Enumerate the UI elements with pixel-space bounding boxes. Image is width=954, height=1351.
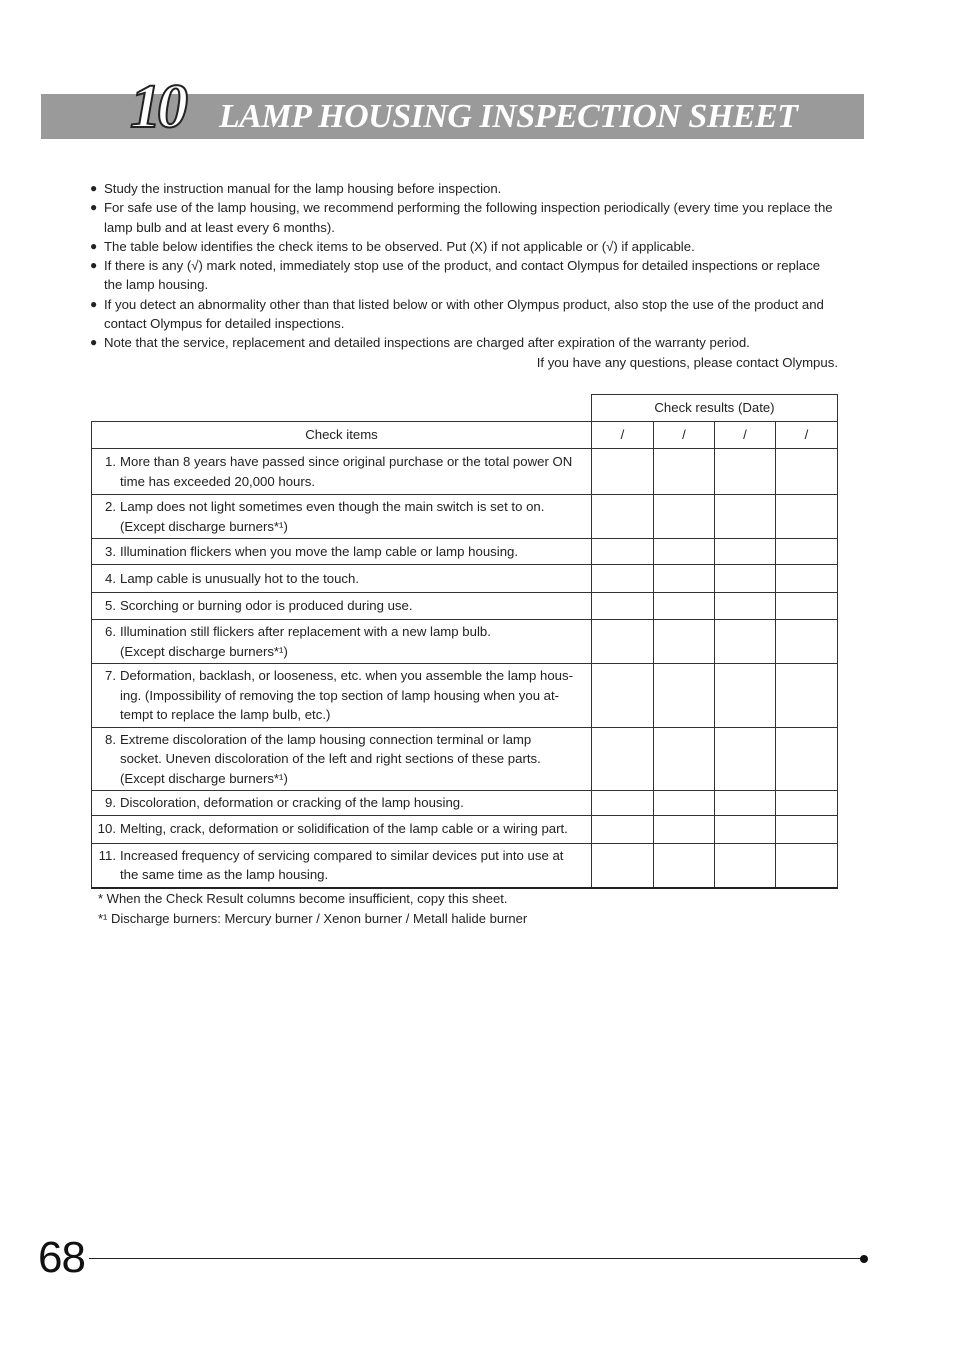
result-cell[interactable]: [776, 664, 838, 728]
result-cell[interactable]: [654, 449, 715, 495]
result-cell[interactable]: [715, 593, 776, 620]
check-item: [92, 664, 592, 728]
bullet-icon: ●: [90, 258, 98, 273]
footnotes: [98, 889, 527, 929]
check-item-text: socket. Uneven discoloration of the left and right sections of these parts.: [120, 751, 541, 766]
check-item-text: Discoloration, deformation or cracking of the lamp housing.: [120, 795, 464, 810]
table-row: [92, 565, 838, 593]
check-item-number: 2.: [105, 499, 116, 514]
check-item: [92, 449, 592, 495]
result-cell[interactable]: [776, 843, 838, 888]
check-item: [92, 495, 592, 539]
result-cell[interactable]: [592, 843, 654, 888]
result-cell[interactable]: [715, 620, 776, 664]
table-row: [92, 815, 838, 843]
check-item-text: Deformation, backlash, or looseness, etc. when you assemble the lamp hous-: [120, 668, 574, 683]
note-item: ● If there is any (√) mark noted, immediately stop use of the product, and contact Olympus for detailed inspections or replace the lamp housing.: [90, 258, 821, 293]
page-number: 68: [38, 1233, 85, 1282]
bullet-icon: ●: [90, 296, 98, 311]
result-cell[interactable]: [654, 791, 715, 816]
note-item: ● If you detect an abnormality other than that listed below or with other Olympus product, also stop the use of the product and contact Olympus for detailed inspections.: [90, 296, 824, 332]
result-cell[interactable]: [715, 539, 776, 565]
check-item-number: 4.: [105, 570, 116, 586]
result-cell[interactable]: [715, 843, 776, 888]
result-cell[interactable]: [776, 565, 838, 593]
check-item-text: (Except discharge burners*¹): [120, 770, 288, 786]
table-row: [92, 593, 838, 620]
check-item: [92, 620, 592, 664]
result-cell[interactable]: [654, 727, 715, 791]
check-item-text: Melting, crack, deformation or solidification of the lamp cable or a wiring part.: [120, 821, 568, 837]
result-cell[interactable]: [776, 593, 838, 620]
check-item-text: Increased frequency of servicing compared to similar devices put into use at: [120, 847, 564, 863]
check-item-number: 6.: [105, 624, 116, 639]
result-cell[interactable]: [776, 815, 838, 843]
table-row: [92, 539, 838, 565]
contact-line: If you have any questions, please contact Olympus.: [536, 354, 838, 370]
result-cell[interactable]: [654, 593, 715, 620]
result-cell[interactable]: [715, 495, 776, 539]
result-cell[interactable]: [592, 727, 654, 791]
result-cell[interactable]: [654, 815, 715, 843]
check-item-number: 10.: [97, 821, 116, 837]
result-cell[interactable]: [776, 539, 838, 565]
table-row: [92, 664, 838, 728]
check-item: [92, 815, 592, 843]
check-item: [92, 727, 592, 791]
note-item: ● The table below identifies the check items to be observed. Put (X) if not applicable or (√) if applicable.: [91, 237, 838, 256]
result-cell[interactable]: [592, 449, 654, 495]
date-cell[interactable]: /: [776, 422, 838, 449]
instruction-notes: [91, 179, 838, 372]
result-cell[interactable]: [654, 539, 715, 565]
result-cell[interactable]: [715, 449, 776, 495]
footnote: *¹ Discharge burners: Mercury burner / Xenon burner / Metall halide burner: [98, 911, 528, 926]
check-item: [92, 791, 592, 816]
result-cell[interactable]: [654, 664, 715, 728]
result-cell[interactable]: [776, 620, 838, 664]
check-item-text: Illumination still flickers after replacement with a new lamp bulb.: [120, 624, 491, 639]
check-item: [92, 565, 592, 593]
result-cell[interactable]: [654, 495, 715, 539]
check-item-text: tempt to replace the lamp bulb, etc.): [120, 707, 331, 722]
check-item-number: 5.: [105, 598, 116, 614]
check-item-text: (Except discharge burners*¹): [120, 518, 288, 534]
note-item: ● Note that the service, replacement and detailed inspections are charged after expiration of the warranty period.: [91, 333, 838, 352]
result-cell[interactable]: [592, 495, 654, 539]
check-item-number: 3.: [105, 543, 116, 559]
check-item-text: Extreme discoloration of the lamp housing connection terminal or lamp: [120, 731, 532, 747]
table-row: [92, 495, 838, 539]
check-item-number: 11.: [98, 847, 116, 863]
check-item-number: 7.: [105, 668, 116, 683]
result-cell[interactable]: [592, 593, 654, 620]
check-item-text: Lamp cable is unusually hot to the touch.: [120, 570, 359, 586]
table-row: [92, 843, 838, 888]
result-cell[interactable]: [776, 791, 838, 816]
check-item-text: Scorching or burning odor is produced during use.: [120, 598, 413, 614]
footnote: * When the Check Result columns become insufficient, copy this sheet.: [98, 891, 508, 906]
result-cell[interactable]: [715, 565, 776, 593]
check-item-number: 8.: [105, 731, 116, 747]
table-row: [92, 449, 838, 495]
table-row: [92, 791, 838, 816]
items-header: Check items: [92, 422, 592, 449]
bullet-icon: ●: [90, 335, 98, 350]
table-row: [92, 620, 838, 664]
result-cell[interactable]: [592, 539, 654, 565]
result-cell[interactable]: [592, 791, 654, 816]
check-item: [92, 593, 592, 620]
footer-rule: [89, 1258, 863, 1259]
result-cell[interactable]: [715, 664, 776, 728]
note-item: ● For safe use of the lamp housing, we recommend performing the following inspection periodically (every time you replace the lamp bulb and at least every 6 months).: [90, 200, 833, 235]
result-cell[interactable]: [776, 449, 838, 495]
check-item: [92, 539, 592, 565]
table-row: [92, 727, 838, 791]
check-item: [92, 843, 592, 888]
bullet-icon: ●: [90, 238, 98, 253]
result-cell[interactable]: [592, 620, 654, 664]
result-cell[interactable]: [654, 565, 715, 593]
footer-dot-icon: [860, 1255, 868, 1263]
check-item-text: Lamp does not light sometimes even though the main switch is set to on.: [120, 499, 545, 514]
result-cell[interactable]: [715, 727, 776, 791]
result-cell[interactable]: [715, 791, 776, 816]
result-cell[interactable]: [592, 565, 654, 593]
bullet-icon: ●: [90, 200, 98, 215]
check-item-text: time has exceeded 20,000 hours.: [120, 473, 316, 489]
result-cell[interactable]: [654, 843, 715, 888]
result-cell[interactable]: [592, 815, 654, 843]
result-cell[interactable]: [592, 664, 654, 728]
check-item-text: ing. (Impossibility of removing the top section of lamp housing when you at-: [120, 687, 560, 703]
result-cell[interactable]: [715, 815, 776, 843]
check-item-number: 1.: [105, 454, 116, 469]
check-item-text: (Except discharge burners*¹): [120, 643, 288, 659]
date-cell[interactable]: /: [592, 422, 654, 449]
check-item-number: 9.: [105, 795, 116, 810]
results-header: Check results (Date): [592, 395, 838, 422]
page-title: LAMP HOUSING INSPECTION SHEET: [219, 98, 798, 135]
result-cell[interactable]: [654, 620, 715, 664]
date-cell[interactable]: /: [715, 422, 776, 449]
result-cell[interactable]: [776, 495, 838, 539]
bullet-icon: ●: [90, 181, 98, 195]
check-item-text: the same time as the lamp housing.: [120, 867, 329, 882]
inspection-table: [91, 394, 838, 889]
check-item-text: More than 8 years have passed since original purchase or the total power ON: [120, 454, 573, 469]
check-item-text: Illumination flickers when you move the lamp cable or lamp housing.: [120, 543, 519, 559]
chapter-number: 10: [130, 73, 184, 141]
note-item: ● Study the instruction manual for the lamp housing before inspection.: [91, 179, 838, 198]
result-cell[interactable]: [776, 727, 838, 791]
date-cell[interactable]: /: [654, 422, 715, 449]
